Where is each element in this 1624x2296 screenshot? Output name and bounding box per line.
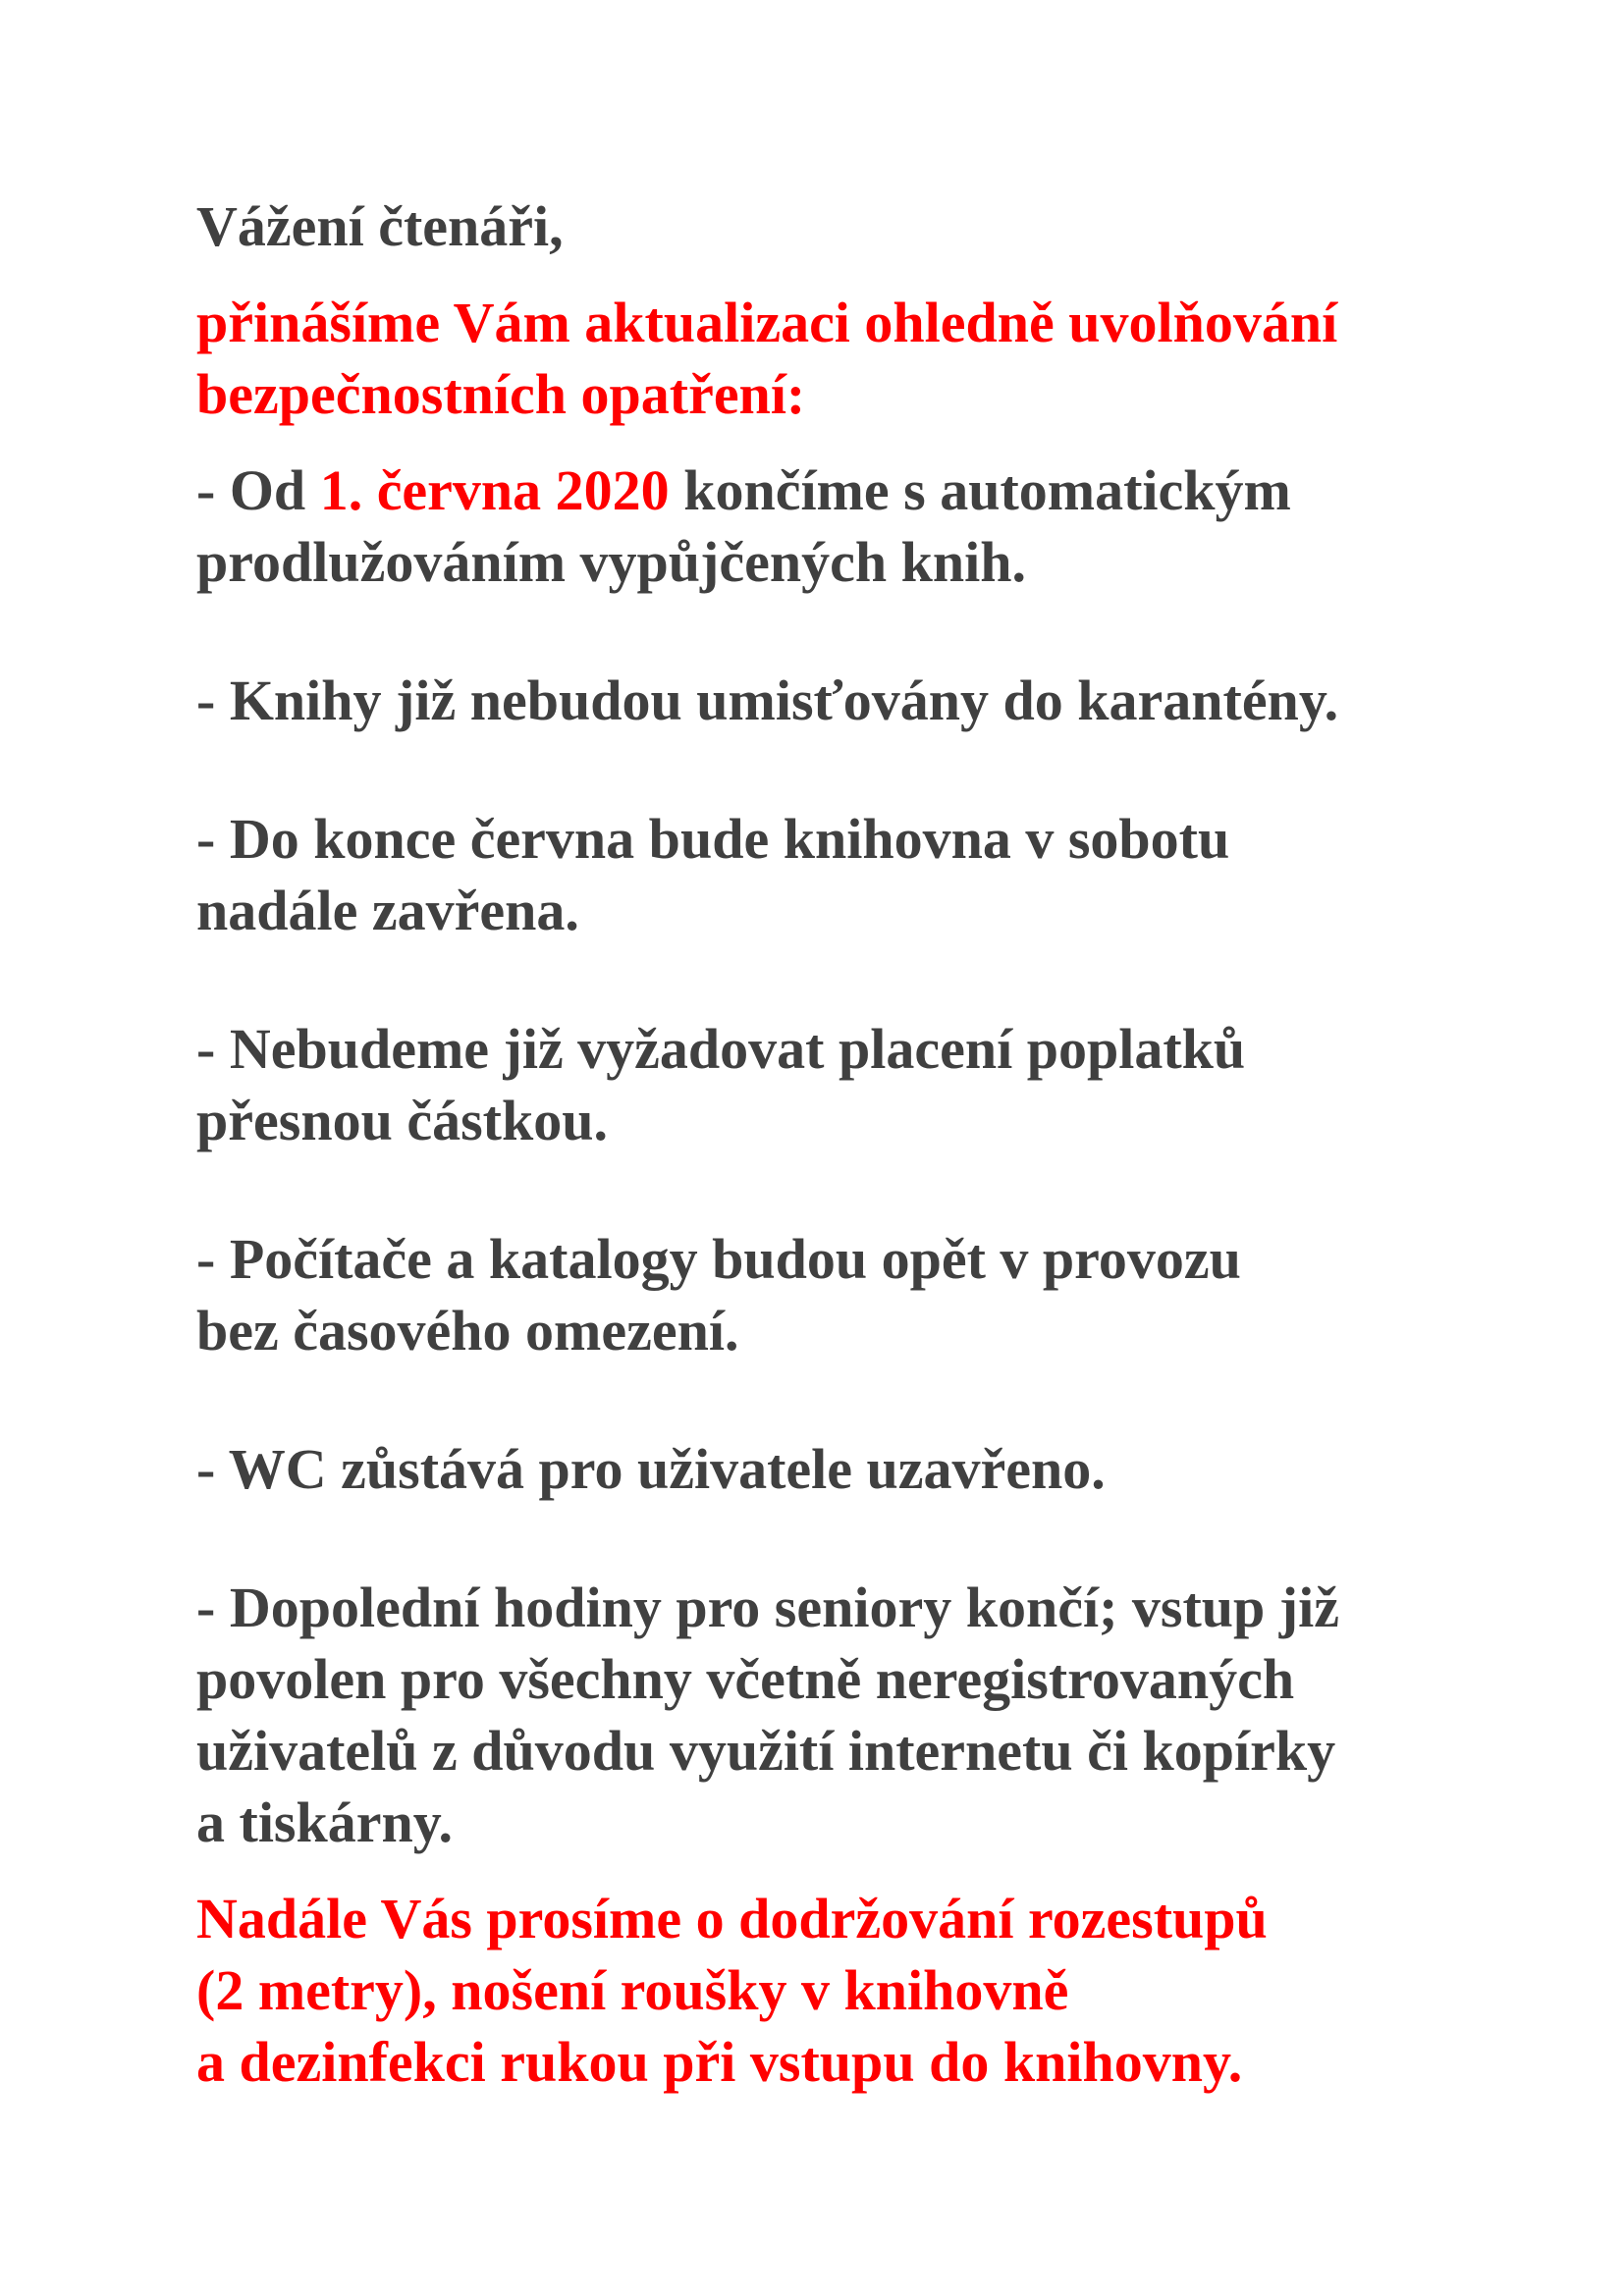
item7-line-3: uživatelů z důvodu využití internetu či kopírky xyxy=(196,1719,1336,1783)
item5-line-2: bez časového omezení. xyxy=(196,1299,739,1362)
item3-line-1: - Do konce června bude knihovna v sobotu xyxy=(196,807,1230,871)
greeting: Vážení čtenáři, xyxy=(196,194,564,258)
item7-line-4: a tiskárny. xyxy=(196,1790,454,1854)
item1-rest: končíme s automatickým xyxy=(669,458,1291,522)
intro-line-2: bezpečnostních opatření: xyxy=(196,362,806,426)
list-item-saturday xyxy=(196,803,1492,946)
list-item-computers xyxy=(196,1223,1492,1366)
item1-prefix: - Od xyxy=(196,458,320,522)
item5-line-1: - Počítače a katalogy budou opět v provozu xyxy=(196,1227,1241,1291)
item7-line-2: povolen pro všechny včetně neregistrovaných xyxy=(196,1647,1295,1711)
list-item-quarantine: - Knihy již nebudou umisťovány do karantény. xyxy=(196,668,1339,732)
item4-line-1: - Nebudeme již vyžadovat placení poplatků xyxy=(196,1017,1246,1081)
list-item-fees xyxy=(196,1013,1492,1156)
closing-line-3: a dezinfekci rukou při vstupu do knihovny. xyxy=(196,2030,1243,2094)
list-item-wc: - WC zůstává pro uživatele uzavřeno. xyxy=(196,1437,1106,1501)
closing-line-2: (2 metry), nošení roušky v knihovně xyxy=(196,1958,1069,2022)
item1-date: 1. června 2020 xyxy=(319,458,670,522)
intro-line-1: přinášíme Vám aktualizaci ohledně uvolňování xyxy=(196,291,1338,354)
item3-line-2: nadále zavřena. xyxy=(196,879,579,942)
notice-body xyxy=(196,190,1492,2098)
closing-line-1: Nadále Vás prosíme o dodržování rozestupů xyxy=(196,1887,1268,1950)
item4-line-2: přesnou částkou. xyxy=(196,1089,608,1152)
intro-paragraph xyxy=(196,287,1492,430)
item1-line-2: prodlužováním vypůjčených knih. xyxy=(196,530,1026,594)
closing-paragraph xyxy=(196,1883,1492,2098)
item7-line-1: - Dopolední hodiny pro seniory končí; vstup již xyxy=(196,1575,1339,1639)
list-item-seniors xyxy=(196,1572,1492,1858)
list-item-auto-renewal xyxy=(196,454,1492,598)
